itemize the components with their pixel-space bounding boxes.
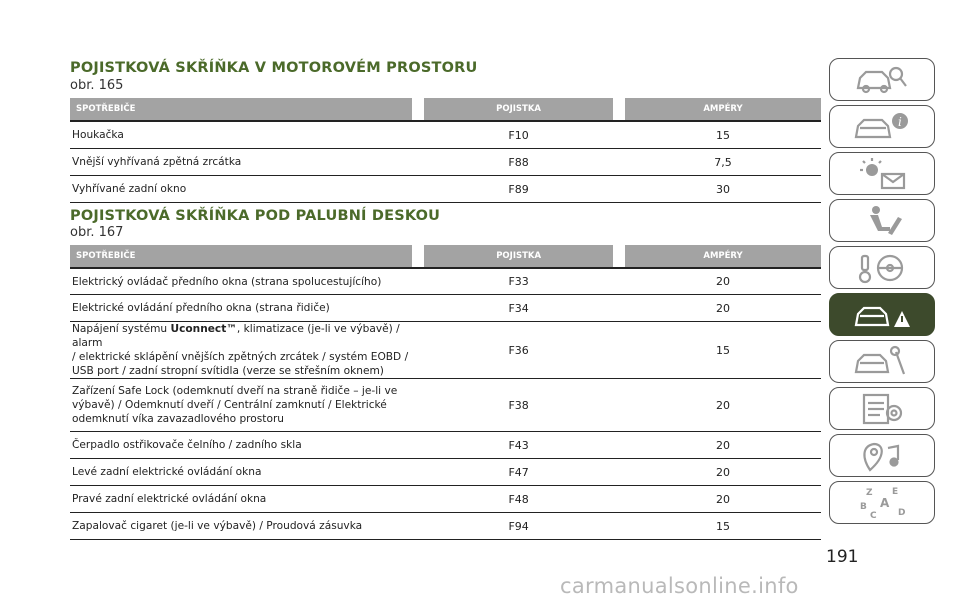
table-row	[70, 149, 821, 176]
cell-consumer	[70, 322, 412, 379]
car-wrench-icon	[852, 344, 912, 380]
car-info-icon	[852, 109, 912, 145]
chapter-tab-1[interactable]	[829, 58, 935, 101]
cell-consumer: Levé zadní elektrické ovládání okna	[70, 459, 412, 486]
cell-consumer: Elektrický ovládač předního okna (strana spolucestujícího)	[70, 269, 412, 295]
cell-amps: 20	[625, 295, 821, 322]
table-row	[70, 176, 821, 203]
warning-lights-icon	[852, 156, 912, 192]
steering-key-icon	[852, 250, 912, 286]
cell-amps: 20	[625, 459, 821, 486]
cell-consumer: Vnější vyhřívaná zpětná zrcátka	[70, 149, 412, 176]
chapter-sidebar	[829, 58, 935, 528]
chapter-tab-6-active[interactable]	[829, 293, 935, 336]
cell-fuse: F47	[424, 459, 613, 486]
table-row	[70, 432, 821, 459]
fuse-table-dashboard	[70, 245, 821, 540]
table-header-row	[70, 98, 821, 122]
cell-amps: 15	[625, 322, 821, 379]
index-letters-icon	[852, 485, 912, 521]
table-row	[70, 513, 821, 540]
section-title-engine-fusebox: POJISTKOVÁ SKŘÍŇKA V MOTOROVÉM PROSTORU	[70, 60, 478, 76]
table-header-row	[70, 245, 821, 269]
chapter-tab-9[interactable]	[829, 434, 935, 477]
cell-consumer: Čerpadlo ostřikovače čelního / zadního skla	[70, 432, 412, 459]
consumer-text: odemknutí víka zavazadlového prostoru	[72, 413, 285, 425]
cell-fuse: F94	[424, 513, 613, 540]
cell-fuse: F38	[424, 379, 613, 432]
table-row	[70, 379, 821, 432]
header-amps: AMPÉRY	[625, 245, 821, 269]
cell-amps: 30	[625, 176, 821, 203]
chapter-tab-5[interactable]	[829, 246, 935, 289]
svg-text:A: A	[880, 495, 890, 510]
table-row	[70, 459, 821, 486]
chapter-tab-2[interactable]	[829, 105, 935, 148]
svg-text:B: B	[860, 501, 867, 512]
consumer-text: Napájení systému	[72, 323, 171, 335]
cell-consumer	[70, 379, 412, 432]
chapter-tab-10[interactable]	[829, 481, 935, 524]
figure-reference: obr. 167	[70, 225, 124, 240]
cell-fuse: F43	[424, 432, 613, 459]
car-emergency-icon	[852, 297, 912, 333]
chapter-tab-7[interactable]	[829, 340, 935, 383]
watermark: carmanualsonline.info	[560, 574, 799, 598]
cell-amps: 20	[625, 269, 821, 295]
chapter-tab-4[interactable]	[829, 199, 935, 242]
cell-amps: 15	[625, 513, 821, 540]
cell-consumer: Zapalovač cigaret (je-li ve výbavě) / Proudová zásuvka	[70, 513, 412, 540]
specs-gear-icon	[852, 391, 912, 427]
svg-text:D: D	[898, 507, 906, 518]
cell-fuse: F48	[424, 486, 613, 513]
fuse-table-engine	[70, 98, 821, 203]
header-consumers: SPOTŘEBIČE	[70, 98, 412, 122]
multimedia-icon	[852, 438, 912, 474]
table-row	[70, 486, 821, 513]
svg-text:i: i	[898, 114, 902, 129]
table-row	[70, 122, 821, 149]
header-consumers: SPOTŘEBIČE	[70, 245, 412, 269]
consumer-text: výbavě) / Odemknutí dveří / Centrální zamknutí / Elektrické	[72, 399, 387, 411]
page-number: 191	[826, 547, 859, 567]
consumer-text: USB port / zadní stropní svítidla (verze se střešním oknem)	[72, 365, 384, 377]
brand-name: Uconnect™	[170, 323, 237, 335]
car-search-icon	[852, 62, 912, 98]
cell-fuse: F36	[424, 322, 613, 379]
svg-text:Z: Z	[866, 487, 873, 498]
table-row	[70, 322, 821, 379]
safety-seat-icon	[852, 203, 912, 239]
chapter-tab-3[interactable]	[829, 152, 935, 195]
cell-fuse: F10	[424, 122, 613, 149]
table-row	[70, 269, 821, 295]
cell-consumer: Elektrické ovládání předního okna (strana řidiče)	[70, 295, 412, 322]
header-amps: AMPÉRY	[625, 98, 821, 122]
table-row	[70, 295, 821, 322]
cell-fuse: F88	[424, 149, 613, 176]
figure-reference: obr. 165	[70, 78, 124, 93]
cell-consumer: Houkačka	[70, 122, 412, 149]
section-title-dashboard-fusebox: POJISTKOVÁ SKŘÍŇKA POD PALUBNÍ DESKOU	[70, 208, 441, 224]
cell-amps: 20	[625, 432, 821, 459]
consumer-text: / elektrické sklápění vnějších zpětných zrcátek / systém EOBD /	[72, 351, 409, 363]
cell-amps: 7,5	[625, 149, 821, 176]
cell-amps: 15	[625, 122, 821, 149]
cell-consumer: Pravé zadní elektrické ovládání okna	[70, 486, 412, 513]
cell-fuse: F34	[424, 295, 613, 322]
header-fuse: POJISTKA	[424, 245, 613, 269]
cell-consumer: Vyhřívané zadní okno	[70, 176, 412, 203]
header-fuse: POJISTKA	[424, 98, 613, 122]
svg-text:E: E	[892, 486, 899, 497]
cell-fuse: F89	[424, 176, 613, 203]
chapter-tab-8[interactable]	[829, 387, 935, 430]
cell-fuse: F33	[424, 269, 613, 295]
cell-amps: 20	[625, 486, 821, 513]
consumer-text: , klimatizace (je-li ve výbavě) / alarm	[72, 323, 400, 349]
consumer-text: Zařízení Safe Lock (odemknutí dveří na straně řidiče – je-li ve	[72, 385, 398, 397]
svg-text:C: C	[870, 510, 877, 521]
cell-amps: 20	[625, 379, 821, 432]
